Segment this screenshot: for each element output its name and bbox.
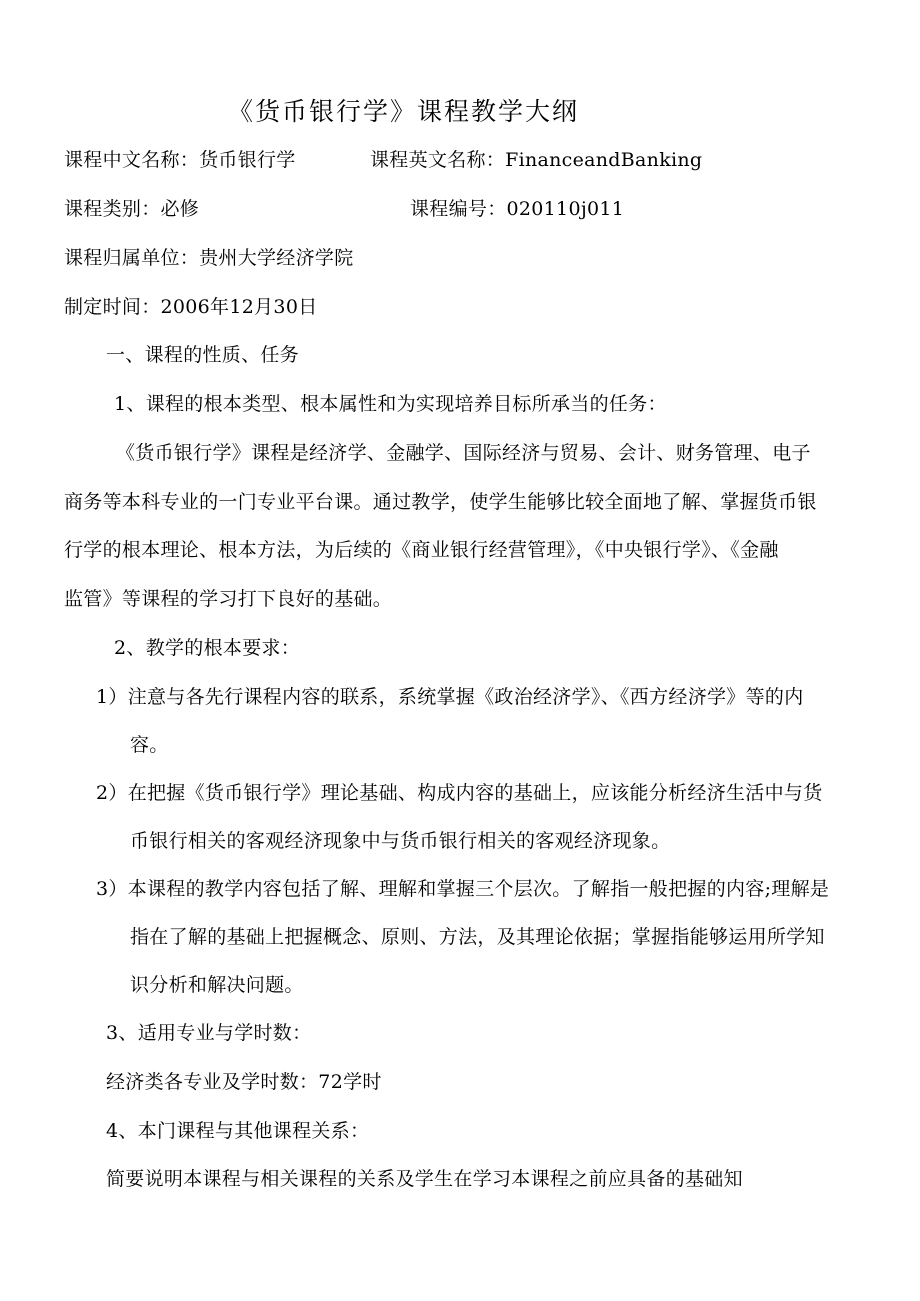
requirement-line: 识分析和解决问题。	[130, 974, 304, 996]
paragraph-line: 行学的根本理论、根本方法，为后续的《商业银行经营管理》，《中央银行学》、《金融	[64, 539, 779, 561]
subsection-heading: 2、教学的根本要求：	[114, 637, 301, 659]
requirement-line: 指在了解的基础上把握概念、原则、方法，及其理论依据；掌握指能够运用所学知	[130, 926, 825, 948]
paragraph-line: 简要说明本课程与相关课程的关系及学生在学习本课程之前应具备的基础知	[106, 1168, 743, 1190]
paragraph-line: 《货币银行学》课程是经济学、金融学、国际经济与贸易、会计、财务管理、电子	[116, 442, 811, 464]
requirement-line: 2）在把握《货币银行学》理论基础、构成内容的基础上，应该能分析经济生活中与货	[96, 782, 823, 804]
paragraph-line: 商务等本科专业的一门专业平台课。通过教学，使学生能够比较全面地了解、掌握货币银	[64, 491, 817, 513]
requirement-line: 币银行相关的客观经济现象中与货币银行相关的客观经济现象。	[130, 830, 671, 852]
section-heading: 一、课程的性质、任务	[106, 344, 300, 366]
document-title: 《货币银行学》课程教学大纲	[228, 97, 580, 126]
requirement-line: 容。	[130, 734, 169, 756]
paragraph-line: 经济类各专业及学时数：72学时	[106, 1071, 382, 1093]
course-date: 制定时间：2006年12月30日	[64, 296, 318, 318]
subsection-heading: 3、适用专业与学时数：	[106, 1022, 312, 1044]
requirement-line: 1）注意与各先行课程内容的联系，系统掌握《政治经济学》、《西方经济学》等的内	[96, 686, 804, 708]
subsection-heading: 1、课程的根本类型、根本属性和为实现培养目标所承当的任务：	[114, 393, 667, 415]
paragraph-line: 监管》等课程的学习打下良好的基础。	[64, 588, 393, 610]
course-chinese-name: 课程中文名称：货币银行学	[64, 149, 296, 171]
requirement-line: 3）本课程的教学内容包括了解、理解和掌握三个层次。了解指一般把握的内容;理解是	[96, 878, 830, 900]
course-unit: 课程归属单位：贵州大学经济学院	[64, 247, 354, 269]
course-category: 课程类别：必修	[64, 198, 200, 220]
subsection-heading: 4、本门课程与其他课程关系：	[106, 1120, 370, 1142]
course-code: 课程编号：020110j011	[410, 198, 625, 220]
course-english-name: 课程英文名称：FinanceandBanking	[370, 149, 703, 171]
